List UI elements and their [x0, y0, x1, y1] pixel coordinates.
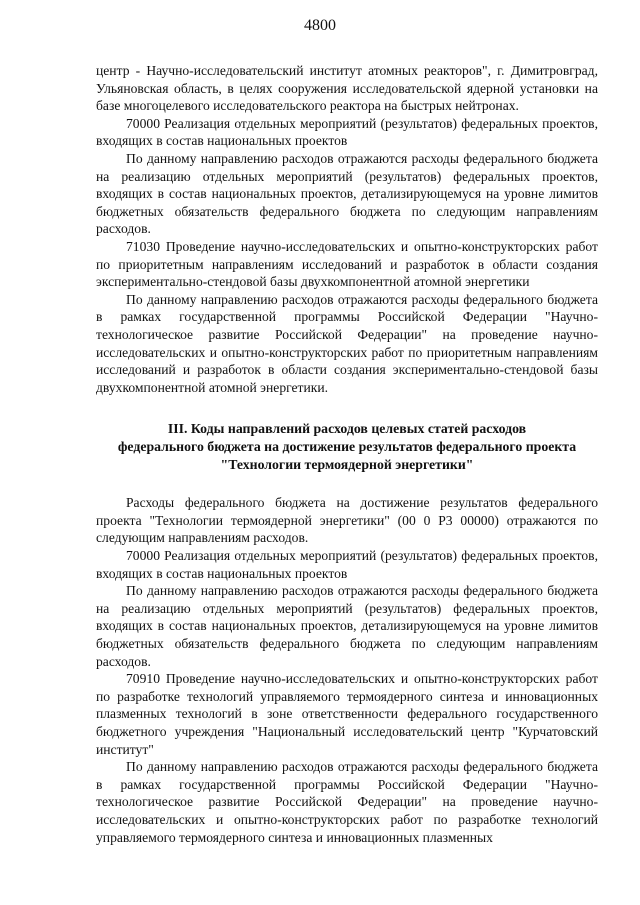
paragraph-code-70000-second: 70000 Реализация отдельных мероприятий (результатов) федеральных проектов, входящих в состав национальных проектов	[96, 548, 598, 581]
paragraph-70000-description-second: По данному направлению расходов отражаются расходы федерального бюджета на реализацию отдельных мероприятий (результатов) федеральных проектов, входящих в состав национальных проектов, детализирующемуся на уровне лимитов бюджетных обязательств федерального бюджета по следующим направлениям расходов.	[96, 583, 598, 669]
paragraph-code-70910: 70910 Проведение научно-исследовательских и опытно-конструкторских работ по разработке технологий управляемого термоядерного синтеза и инновационных плазменных технологий в зоне ответственности федерального государственного бюджетного учреждения "Национальный исследовательский центр "Курчатовский институт"	[96, 671, 598, 757]
paragraphs-after-section	[96, 494, 598, 846]
paragraphs-before-section	[96, 62, 598, 396]
section-heading	[96, 420, 598, 474]
document-body	[96, 62, 598, 846]
page-number: 4800	[304, 17, 336, 34]
paragraph-institute-continuation: центр - Научно-исследовательский институт атомных реакторов", г. Димитровград, Ульяновская область, в целях сооружения исследовательской ядерной установки на базе многоцелевого исследовательского реактора на быстрых нейтронах.	[96, 63, 598, 114]
paragraph-70910-description: По данному направлению расходов отражаются расходы федерального бюджета в рамках государственной программы Российской Федерации "Научно-технологическое развитие Российской Федерации" на проведение научно-исследовательских и опытно-конструкторских работ по разработке технологий управляемого термоядерного синтеза и инновационных плазменных	[96, 759, 598, 845]
paragraph-section-intro: Расходы федерального бюджета на достижение результатов федерального проекта "Технологии термоядерной энергетики" (00 0 Р3 00000) отражаются по следующим направлениям расходов.	[96, 495, 598, 546]
paragraph-code-70000: 70000 Реализация отдельных мероприятий (результатов) федеральных проектов, входящих в состав национальных проектов	[96, 115, 598, 149]
paragraph-70000-description: По данному направлению расходов отражаются расходы федерального бюджета на реализацию отдельных мероприятий (результатов) федеральных проектов, входящих в состав национальных проектов, детализирующемуся на уровне лимитов бюджетных обязательств федерального бюджета по следующим направлениям расходов.	[96, 150, 598, 237]
section-heading-line-1: III. Коды направлений расходов целевых статей расходов	[167, 421, 527, 437]
section-heading-line-2: федерального бюджета на достижение результатов федерального проекта	[117, 439, 577, 455]
paragraph-71030-description: По данному направлению расходов отражаются расходы федерального бюджета в рамках государственной программы Российской Федерации "Научно-технологическое развитие Российской Федерации" на проведение научно-исследовательских и опытно-конструкторских работ по приоритетным направлениям исследований и разработок в области создания экспериментально-стендовой базы двухкомпонентной атомной энергетики.	[96, 291, 598, 395]
paragraph-code-71030: 71030 Проведение научно-исследовательских и опытно-конструкторских работ по приоритетным направлениям исследований и разработок в области создания экспериментально-стендовой базы двухкомпонентной атомной энергетики	[96, 238, 598, 290]
section-heading-line-3: "Технологии термоядерной энергетики"	[220, 457, 474, 473]
